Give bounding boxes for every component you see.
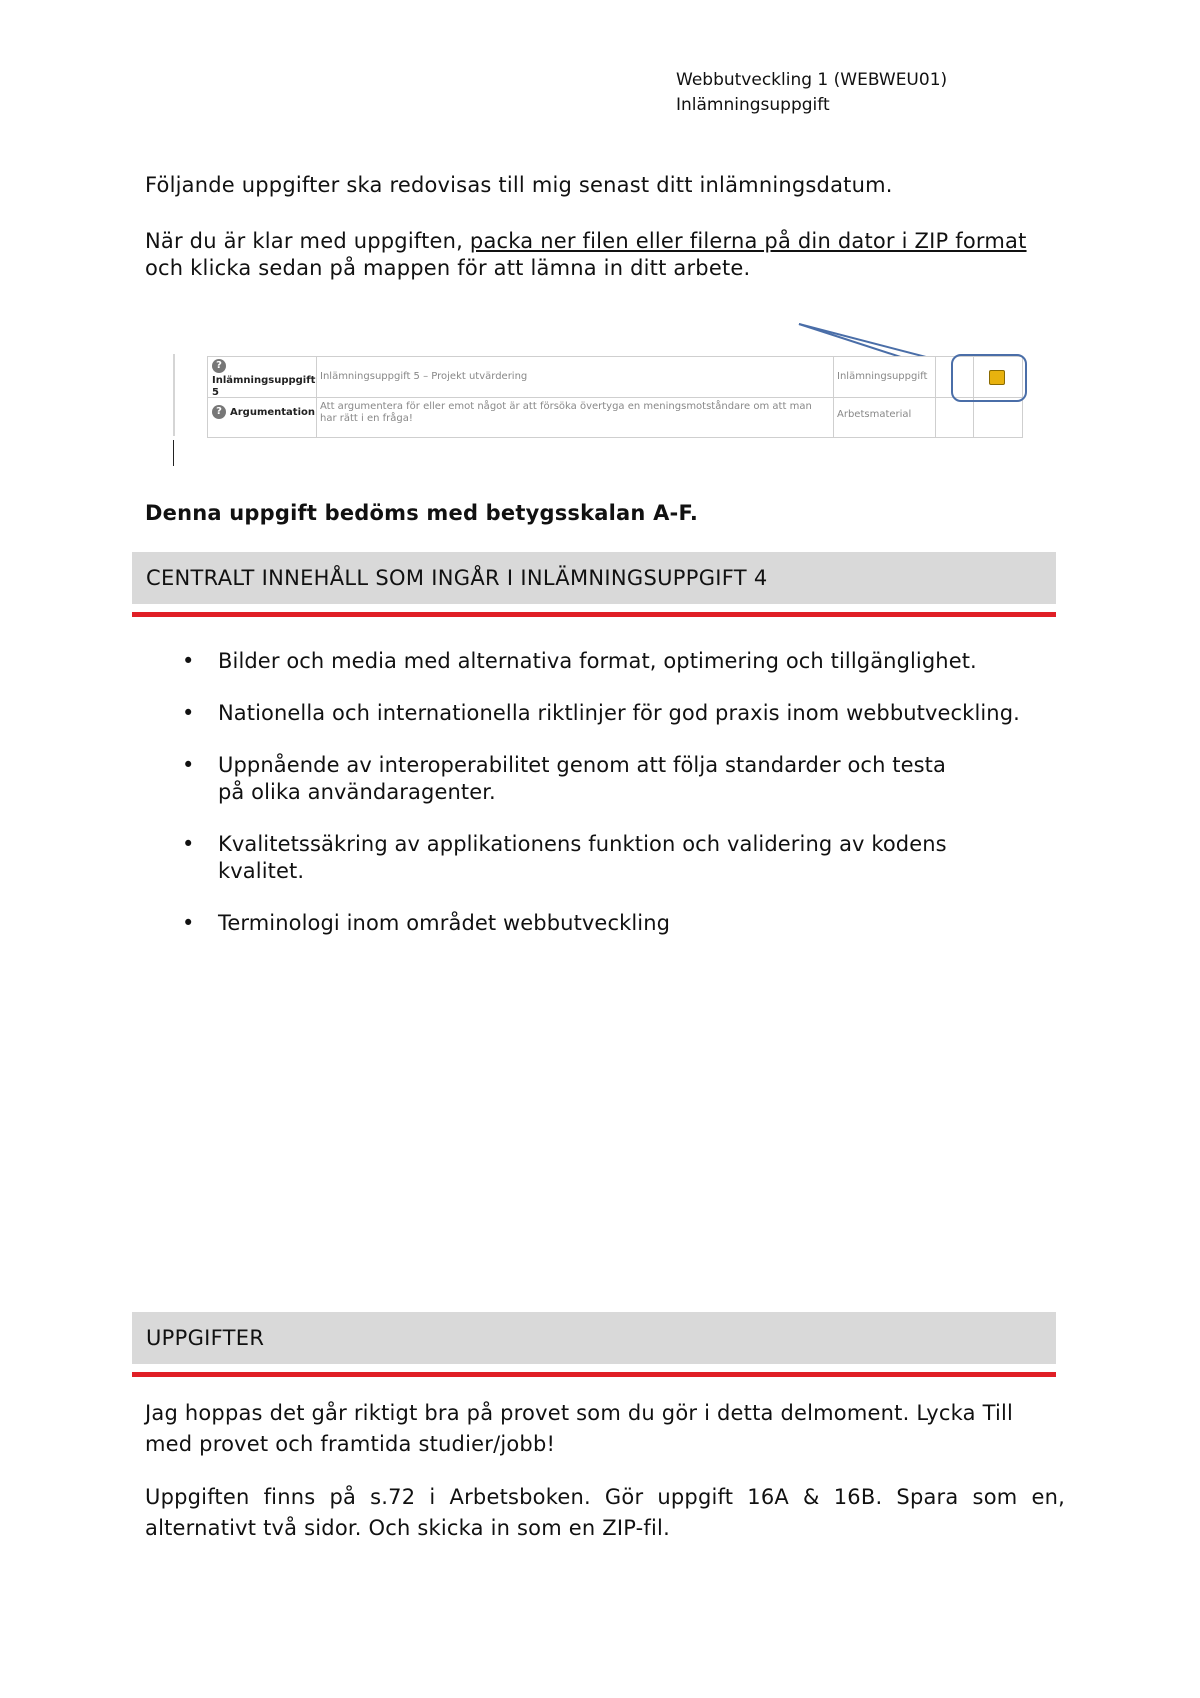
- help-icon: ?: [212, 405, 226, 419]
- type-cell: [833, 357, 936, 397]
- embedded-screenshot: [173, 354, 1031, 468]
- central-content-list: [168, 648, 1068, 962]
- help-icon: ?: [212, 359, 226, 373]
- empty-cell: [973, 397, 1021, 437]
- name-cell[interactable]: [208, 357, 317, 397]
- assignment-table: [207, 356, 1023, 438]
- tasks-paragraph-2: Uppgiften finns på s.72 i Arbetsboken. Gör uppgift 16A & 16B. Spara som en, alternativt två sidor. Och skicka in som en ZIP-fil.: [145, 1485, 1065, 1540]
- intro-text-after: och klicka sedan på mappen för att lämna in ditt arbete.: [145, 256, 751, 280]
- section-title: UPPGIFTER: [146, 1326, 265, 1350]
- section-divider: [132, 612, 1056, 617]
- list-item: • Uppnående av interoperabilitet genom att följa standarder och testa på olika användaragenter.: [182, 753, 946, 804]
- intro-line-1: Följande uppgifter ska redovisas till mig senast ditt inlämningsdatum.: [145, 173, 893, 197]
- document-type: Inlämningsuppgift: [676, 95, 830, 115]
- section-header-tasks: [132, 1312, 1056, 1364]
- row-type: Inlämningsuppgift: [837, 371, 928, 382]
- text-cursor: [173, 440, 174, 466]
- section-header-central-content: [132, 552, 1056, 604]
- grading-note: Denna uppgift bedöms med betygsskalan A-F.: [145, 501, 699, 525]
- row-type: Arbetsmaterial: [837, 409, 912, 420]
- name-cell[interactable]: [208, 397, 317, 437]
- type-cell: [833, 397, 936, 437]
- list-item: • Kvalitetssäkring av applikationens funktion och validering av kodens kvalitet.: [182, 832, 947, 883]
- bullet: •: [182, 832, 195, 856]
- bullet: •: [182, 911, 195, 935]
- left-margin-line: [173, 354, 175, 436]
- empty-cell: [935, 397, 974, 437]
- table-row: [208, 357, 1022, 398]
- description-cell: [316, 397, 834, 437]
- section-title: CENTRALT INNEHÅLL SOM INGÅR I INLÄMNINGSUPPGIFT 4: [146, 566, 768, 590]
- section-divider: [132, 1372, 1056, 1377]
- intro-text-before: När du är klar med uppgiften,: [145, 229, 470, 253]
- course-title: Webbutveckling 1 (WEBWEU01): [676, 70, 948, 90]
- list-item: • Nationella och internationella riktlinjer för god praxis inom webbutveckling.: [182, 701, 1020, 725]
- bullet: •: [182, 649, 195, 673]
- row-name: Inlämningsuppgift 5: [212, 375, 316, 398]
- zip-instruction: packa ner filen eller filerna på din dator i ZIP format: [469, 229, 1027, 253]
- bullet: •: [182, 753, 195, 777]
- list-item: • Terminologi inom området webbutveckling: [182, 911, 671, 935]
- intro-line-2: [145, 228, 1065, 282]
- row-name: Argumentation: [230, 407, 315, 418]
- list-item: • Bilder och media med alternativa format, optimering och tillgänglighet.: [182, 649, 977, 673]
- folder-highlight: [951, 354, 1027, 402]
- bullet: •: [182, 701, 195, 725]
- row-description: Att argumentera för eller emot något är att försöka övertyga en meningsmotståndare om att man har rätt i en fråga!: [320, 401, 812, 424]
- row-description: Inlämningsuppgift 5 – Projekt utvärdering: [320, 371, 528, 382]
- document-header: [676, 68, 947, 118]
- table-row: [208, 397, 1022, 437]
- description-cell: [316, 357, 834, 397]
- tasks-paragraph-1: Jag hoppas det går riktigt bra på provet som du gör i detta delmoment. Lycka Till med provet och framtida studier/jobb!: [145, 1401, 1014, 1456]
